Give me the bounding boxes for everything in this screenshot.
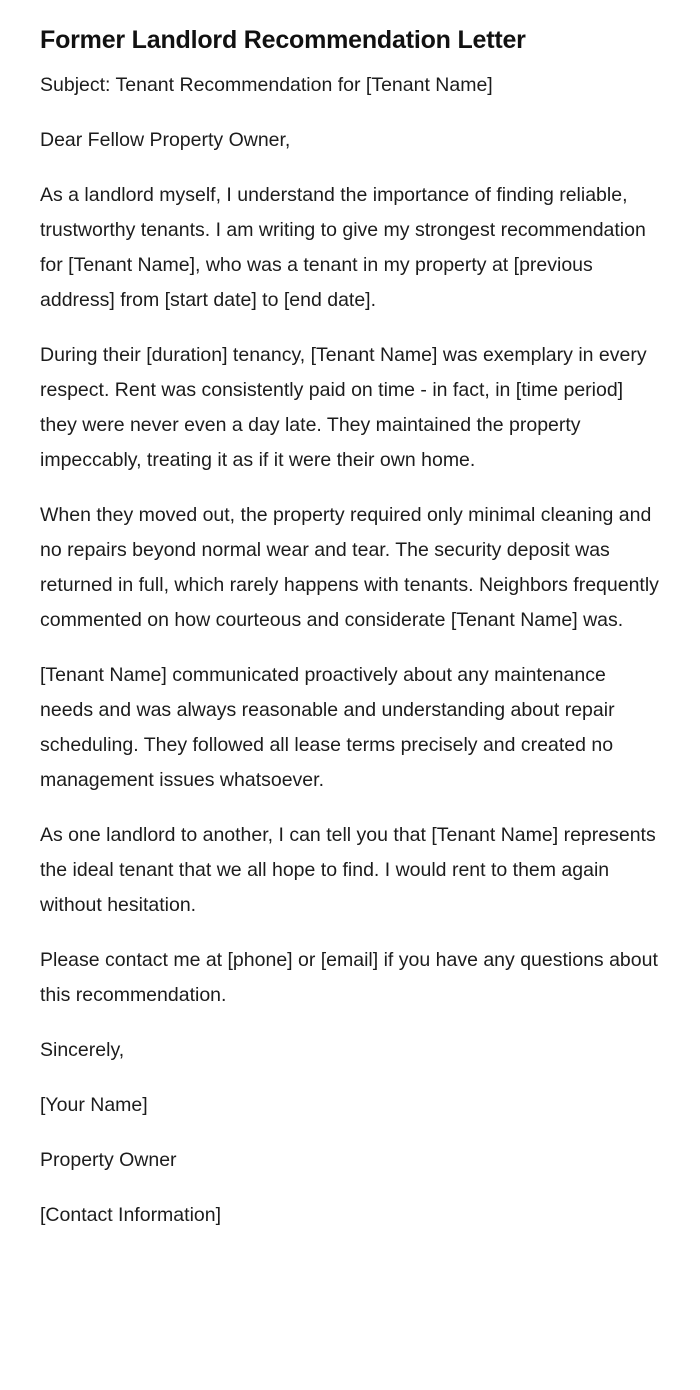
letter-closing: Sincerely,: [40, 1039, 125, 1061]
letter-paragraph: When they moved out, the property required only minimal cleaning and no repairs beyond normal wear and tear. The security deposit was returned in full, which rarely happens with tenants. Neighbors frequently commented on how courteous and considerate [Tenant Name] was.: [40, 504, 659, 631]
letter-salutation: Dear Fellow Property Owner,: [40, 129, 291, 151]
letter-paragraph: Please contact me at [phone] or [email] if you have any questions about this recommendation.: [40, 949, 658, 1006]
letter-paragraph: [Tenant Name] communicated proactively about any maintenance needs and was always reasonable and understanding about repair scheduling. They followed all lease terms precisely and created no management issues whatsoever.: [40, 664, 615, 791]
letter-paragraph: As one landlord to another, I can tell you that [Tenant Name] represents the ideal tenant that we all hope to find. I would rent to them again without hesitation.: [40, 824, 656, 916]
signature-name: [Your Name]: [40, 1094, 148, 1116]
letter-subject: Subject: Tenant Recommendation for [Tenant Name]: [40, 74, 493, 96]
page-title: Former Landlord Recommendation Letter: [40, 26, 526, 54]
letter-paragraph: During their [duration] tenancy, [Tenant Name] was exemplary in every respect. Rent was consistently paid on time - in fact, in [time period] they were never even a day late. They maintained the property impeccably, treating it as if it were their own home.: [40, 344, 647, 471]
letter-paragraph: As a landlord myself, I understand the importance of finding reliable, trustworthy tenants. I am writing to give my strongest recommendation for [Tenant Name], who was a tenant in my property at [previous address] from [start date] to [end date].: [40, 184, 646, 311]
signature-contact: [Contact Information]: [40, 1204, 222, 1226]
signature-role: Property Owner: [40, 1149, 177, 1171]
